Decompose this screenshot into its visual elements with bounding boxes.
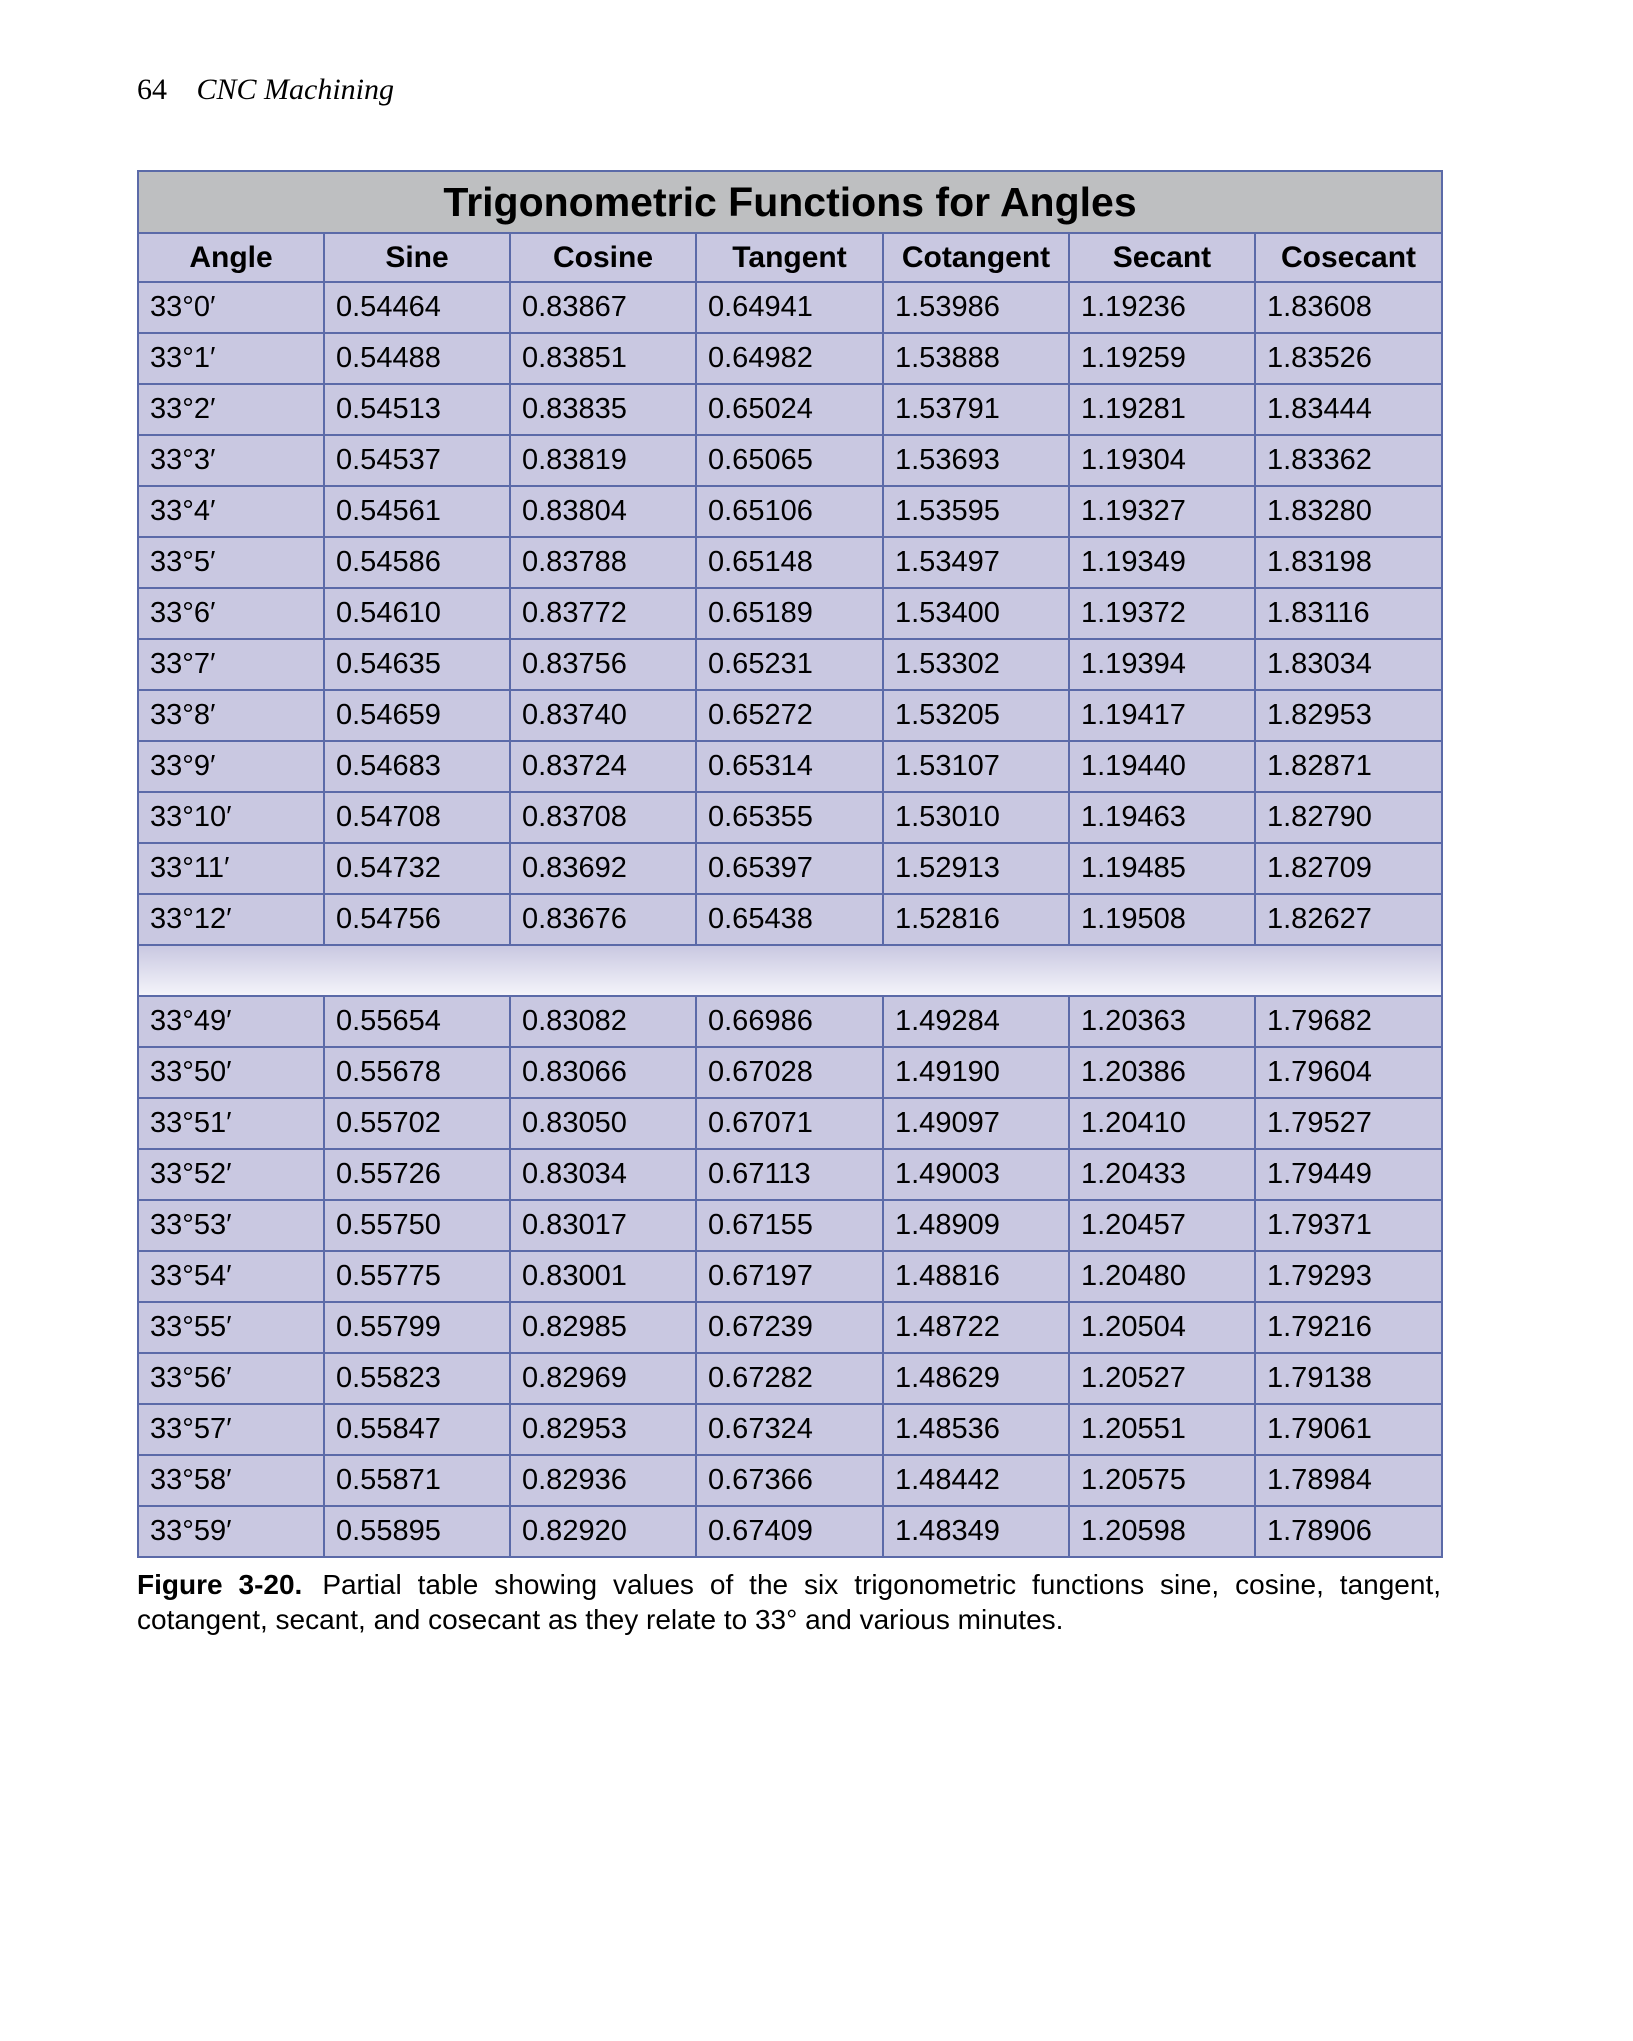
cell-cosine: 0.83034 — [510, 1149, 696, 1200]
cell-tangent: 0.67366 — [696, 1455, 883, 1506]
table-row — [138, 588, 1442, 639]
table-row — [138, 639, 1442, 690]
cell-tangent: 0.65397 — [696, 843, 883, 894]
cell-angle: 33°49′ — [138, 996, 324, 1047]
table-row — [138, 1149, 1442, 1200]
cell-secant: 1.19327 — [1069, 486, 1255, 537]
cell-angle: 33°59′ — [138, 1506, 324, 1557]
cell-secant: 1.19304 — [1069, 435, 1255, 486]
cell-sine: 0.55871 — [324, 1455, 510, 1506]
cell-tangent: 0.65231 — [696, 639, 883, 690]
running-head — [137, 70, 394, 110]
cell-angle: 33°5′ — [138, 537, 324, 588]
cell-secant: 1.20363 — [1069, 996, 1255, 1047]
cell-angle: 33°52′ — [138, 1149, 324, 1200]
cell-cosine: 0.83835 — [510, 384, 696, 435]
cell-cosecant: 1.79682 — [1255, 996, 1442, 1047]
table-row — [138, 741, 1442, 792]
column-header-sine: Sine — [324, 233, 510, 282]
cell-cosine: 0.83740 — [510, 690, 696, 741]
cell-angle: 33°57′ — [138, 1404, 324, 1455]
cell-angle: 33°3′ — [138, 435, 324, 486]
cell-cotangent: 1.48629 — [883, 1353, 1069, 1404]
cell-sine: 0.54683 — [324, 741, 510, 792]
cell-tangent: 0.65314 — [696, 741, 883, 792]
cell-cotangent: 1.53010 — [883, 792, 1069, 843]
table-row — [138, 384, 1442, 435]
table-row — [138, 792, 1442, 843]
table-title: Trigonometric Functions for Angles — [138, 171, 1442, 233]
cell-tangent: 0.67028 — [696, 1047, 883, 1098]
cell-sine: 0.54610 — [324, 588, 510, 639]
cell-cosecant: 1.83362 — [1255, 435, 1442, 486]
cell-cosecant: 1.83444 — [1255, 384, 1442, 435]
table-row — [138, 1302, 1442, 1353]
table-row — [138, 282, 1442, 333]
cell-tangent: 0.67071 — [696, 1098, 883, 1149]
cell-tangent: 0.67113 — [696, 1149, 883, 1200]
cell-sine: 0.55895 — [324, 1506, 510, 1557]
cell-cotangent: 1.49284 — [883, 996, 1069, 1047]
cell-cosine: 0.82985 — [510, 1302, 696, 1353]
cell-secant: 1.19394 — [1069, 639, 1255, 690]
cell-cosecant: 1.83116 — [1255, 588, 1442, 639]
cell-secant: 1.20386 — [1069, 1047, 1255, 1098]
cell-cotangent: 1.48722 — [883, 1302, 1069, 1353]
cell-cosine: 0.83804 — [510, 486, 696, 537]
table-row — [138, 690, 1442, 741]
table-body-bottom — [138, 996, 1442, 1557]
cell-secant: 1.20457 — [1069, 1200, 1255, 1251]
cell-cosine: 0.83867 — [510, 282, 696, 333]
cell-angle: 33°1′ — [138, 333, 324, 384]
figure-label: Figure 3-20. — [137, 1569, 303, 1600]
table-break — [138, 945, 1442, 996]
cell-cosecant: 1.78984 — [1255, 1455, 1442, 1506]
column-header-angle: Angle — [138, 233, 324, 282]
cell-angle: 33°11′ — [138, 843, 324, 894]
cell-cosecant: 1.83608 — [1255, 282, 1442, 333]
cell-tangent: 0.65189 — [696, 588, 883, 639]
cell-cotangent: 1.53986 — [883, 282, 1069, 333]
cell-cosine: 0.83676 — [510, 894, 696, 945]
cell-cosine: 0.83082 — [510, 996, 696, 1047]
table-row — [138, 1404, 1442, 1455]
cell-tangent: 0.67282 — [696, 1353, 883, 1404]
cell-angle: 33°58′ — [138, 1455, 324, 1506]
cell-secant: 1.20527 — [1069, 1353, 1255, 1404]
cell-sine: 0.54537 — [324, 435, 510, 486]
cell-cosecant: 1.79371 — [1255, 1200, 1442, 1251]
cell-cotangent: 1.52816 — [883, 894, 1069, 945]
cell-angle: 33°7′ — [138, 639, 324, 690]
cell-angle: 33°10′ — [138, 792, 324, 843]
cell-cotangent: 1.53693 — [883, 435, 1069, 486]
cell-angle: 33°51′ — [138, 1098, 324, 1149]
cell-secant: 1.20480 — [1069, 1251, 1255, 1302]
cell-cosecant: 1.78906 — [1255, 1506, 1442, 1557]
cell-cosecant: 1.79061 — [1255, 1404, 1442, 1455]
table-row — [138, 996, 1442, 1047]
cell-tangent: 0.64941 — [696, 282, 883, 333]
cell-cosecant: 1.79138 — [1255, 1353, 1442, 1404]
cell-cosine: 0.83756 — [510, 639, 696, 690]
cell-cosine: 0.83851 — [510, 333, 696, 384]
cell-sine: 0.54732 — [324, 843, 510, 894]
page-number: 64 — [137, 73, 167, 106]
cell-cotangent: 1.53107 — [883, 741, 1069, 792]
table-body-top — [138, 282, 1442, 945]
column-header-cotangent: Cotangent — [883, 233, 1069, 282]
cell-secant: 1.19440 — [1069, 741, 1255, 792]
cell-cosine: 0.83788 — [510, 537, 696, 588]
cell-sine: 0.54708 — [324, 792, 510, 843]
cell-sine: 0.55678 — [324, 1047, 510, 1098]
cell-cosecant: 1.83280 — [1255, 486, 1442, 537]
column-header-cosecant: Cosecant — [1255, 233, 1442, 282]
cell-cotangent: 1.49190 — [883, 1047, 1069, 1098]
cell-sine: 0.54513 — [324, 384, 510, 435]
figure-caption — [137, 1567, 1441, 1637]
cell-tangent: 0.64982 — [696, 333, 883, 384]
cell-tangent: 0.65148 — [696, 537, 883, 588]
cell-cosecant: 1.79449 — [1255, 1149, 1442, 1200]
cell-cosecant: 1.83198 — [1255, 537, 1442, 588]
cell-sine: 0.55775 — [324, 1251, 510, 1302]
cell-secant: 1.19349 — [1069, 537, 1255, 588]
cell-tangent: 0.65065 — [696, 435, 883, 486]
cell-cotangent: 1.48816 — [883, 1251, 1069, 1302]
cell-cosine: 0.83772 — [510, 588, 696, 639]
cell-cosecant: 1.82627 — [1255, 894, 1442, 945]
cell-secant: 1.20410 — [1069, 1098, 1255, 1149]
cell-cotangent: 1.52913 — [883, 843, 1069, 894]
cell-angle: 33°6′ — [138, 588, 324, 639]
cell-sine: 0.55750 — [324, 1200, 510, 1251]
cell-cotangent: 1.49003 — [883, 1149, 1069, 1200]
cell-secant: 1.19417 — [1069, 690, 1255, 741]
cell-sine: 0.55847 — [324, 1404, 510, 1455]
table-row — [138, 1098, 1442, 1149]
cell-tangent: 0.65438 — [696, 894, 883, 945]
cell-secant: 1.20575 — [1069, 1455, 1255, 1506]
cell-cosine: 0.83724 — [510, 741, 696, 792]
cell-angle: 33°2′ — [138, 384, 324, 435]
table-row — [138, 1047, 1442, 1098]
cell-secant: 1.20598 — [1069, 1506, 1255, 1557]
cell-tangent: 0.66986 — [696, 996, 883, 1047]
column-header-cosine: Cosine — [510, 233, 696, 282]
cell-cosine: 0.83066 — [510, 1047, 696, 1098]
cell-cosecant: 1.83526 — [1255, 333, 1442, 384]
cell-tangent: 0.67197 — [696, 1251, 883, 1302]
table-row — [138, 1353, 1442, 1404]
table-row — [138, 1200, 1442, 1251]
cell-tangent: 0.67239 — [696, 1302, 883, 1353]
cell-secant: 1.19281 — [1069, 384, 1255, 435]
cell-cosecant: 1.82790 — [1255, 792, 1442, 843]
cell-sine: 0.55654 — [324, 996, 510, 1047]
cell-cosine: 0.82936 — [510, 1455, 696, 1506]
table-row — [138, 843, 1442, 894]
cell-sine: 0.54635 — [324, 639, 510, 690]
cell-angle: 33°55′ — [138, 1302, 324, 1353]
cell-tangent: 0.67409 — [696, 1506, 883, 1557]
table-row — [138, 537, 1442, 588]
cell-cotangent: 1.48349 — [883, 1506, 1069, 1557]
cell-secant: 1.19463 — [1069, 792, 1255, 843]
cell-secant: 1.19259 — [1069, 333, 1255, 384]
table-break-row — [138, 945, 1442, 996]
table-header-row — [138, 233, 1442, 282]
cell-secant: 1.19485 — [1069, 843, 1255, 894]
cell-angle: 33°0′ — [138, 282, 324, 333]
cell-cosine: 0.82969 — [510, 1353, 696, 1404]
cell-sine: 0.54659 — [324, 690, 510, 741]
cell-secant: 1.19508 — [1069, 894, 1255, 945]
column-header-secant: Secant — [1069, 233, 1255, 282]
cell-cosecant: 1.79293 — [1255, 1251, 1442, 1302]
cell-sine: 0.54464 — [324, 282, 510, 333]
cell-sine: 0.55702 — [324, 1098, 510, 1149]
table-row — [138, 1506, 1442, 1557]
cell-cotangent: 1.53400 — [883, 588, 1069, 639]
cell-sine: 0.54488 — [324, 333, 510, 384]
cell-sine: 0.54586 — [324, 537, 510, 588]
cell-cosine: 0.83017 — [510, 1200, 696, 1251]
table-row — [138, 1251, 1442, 1302]
cell-cosine: 0.83050 — [510, 1098, 696, 1149]
cell-sine: 0.55823 — [324, 1353, 510, 1404]
cell-cosecant: 1.79527 — [1255, 1098, 1442, 1149]
cell-tangent: 0.67155 — [696, 1200, 883, 1251]
cell-cosine: 0.83819 — [510, 435, 696, 486]
cell-cotangent: 1.48536 — [883, 1404, 1069, 1455]
cell-cosine: 0.82920 — [510, 1506, 696, 1557]
cell-cosine: 0.83692 — [510, 843, 696, 894]
cell-angle: 33°53′ — [138, 1200, 324, 1251]
cell-sine: 0.55799 — [324, 1302, 510, 1353]
cell-angle: 33°9′ — [138, 741, 324, 792]
book-title: CNC Machining — [196, 73, 395, 106]
cell-cosine: 0.83708 — [510, 792, 696, 843]
cell-angle: 33°12′ — [138, 894, 324, 945]
cell-tangent: 0.65106 — [696, 486, 883, 537]
cell-secant: 1.19372 — [1069, 588, 1255, 639]
cell-tangent: 0.65024 — [696, 384, 883, 435]
cell-cotangent: 1.49097 — [883, 1098, 1069, 1149]
cell-sine: 0.54561 — [324, 486, 510, 537]
cell-cosecant: 1.82953 — [1255, 690, 1442, 741]
cell-angle: 33°56′ — [138, 1353, 324, 1404]
cell-secant: 1.20504 — [1069, 1302, 1255, 1353]
cell-sine: 0.55726 — [324, 1149, 510, 1200]
cell-cotangent: 1.53205 — [883, 690, 1069, 741]
cell-cotangent: 1.53497 — [883, 537, 1069, 588]
table-row — [138, 333, 1442, 384]
cell-cosecant: 1.83034 — [1255, 639, 1442, 690]
cell-angle: 33°50′ — [138, 1047, 324, 1098]
table-row — [138, 435, 1442, 486]
cell-tangent: 0.65355 — [696, 792, 883, 843]
table-row — [138, 1455, 1442, 1506]
figure-caption-text: Partial table showing values of the six trigonometric functions sine, cosine, tangent, cotangent, secant, and cosecant as they relate to 33° and various minutes. — [137, 1569, 1442, 1635]
cell-cosecant: 1.79604 — [1255, 1047, 1442, 1098]
cell-sine: 0.54756 — [324, 894, 510, 945]
cell-cosecant: 1.82709 — [1255, 843, 1442, 894]
table-row — [138, 486, 1442, 537]
cell-cotangent: 1.53888 — [883, 333, 1069, 384]
cell-cosecant: 1.82871 — [1255, 741, 1442, 792]
column-header-tangent: Tangent — [696, 233, 883, 282]
cell-cosecant: 1.79216 — [1255, 1302, 1442, 1353]
table-row — [138, 894, 1442, 945]
cell-cosine: 0.83001 — [510, 1251, 696, 1302]
table-gap — [138, 945, 1442, 996]
cell-cotangent: 1.53595 — [883, 486, 1069, 537]
cell-tangent: 0.65272 — [696, 690, 883, 741]
cell-cosine: 0.82953 — [510, 1404, 696, 1455]
cell-cotangent: 1.48442 — [883, 1455, 1069, 1506]
trig-functions-table — [137, 170, 1443, 1558]
cell-angle: 33°54′ — [138, 1251, 324, 1302]
cell-secant: 1.20433 — [1069, 1149, 1255, 1200]
table-title-row — [138, 171, 1442, 233]
cell-angle: 33°8′ — [138, 690, 324, 741]
cell-angle: 33°4′ — [138, 486, 324, 537]
cell-cotangent: 1.48909 — [883, 1200, 1069, 1251]
cell-cotangent: 1.53791 — [883, 384, 1069, 435]
cell-tangent: 0.67324 — [696, 1404, 883, 1455]
cell-secant: 1.19236 — [1069, 282, 1255, 333]
cell-cotangent: 1.53302 — [883, 639, 1069, 690]
cell-secant: 1.20551 — [1069, 1404, 1255, 1455]
